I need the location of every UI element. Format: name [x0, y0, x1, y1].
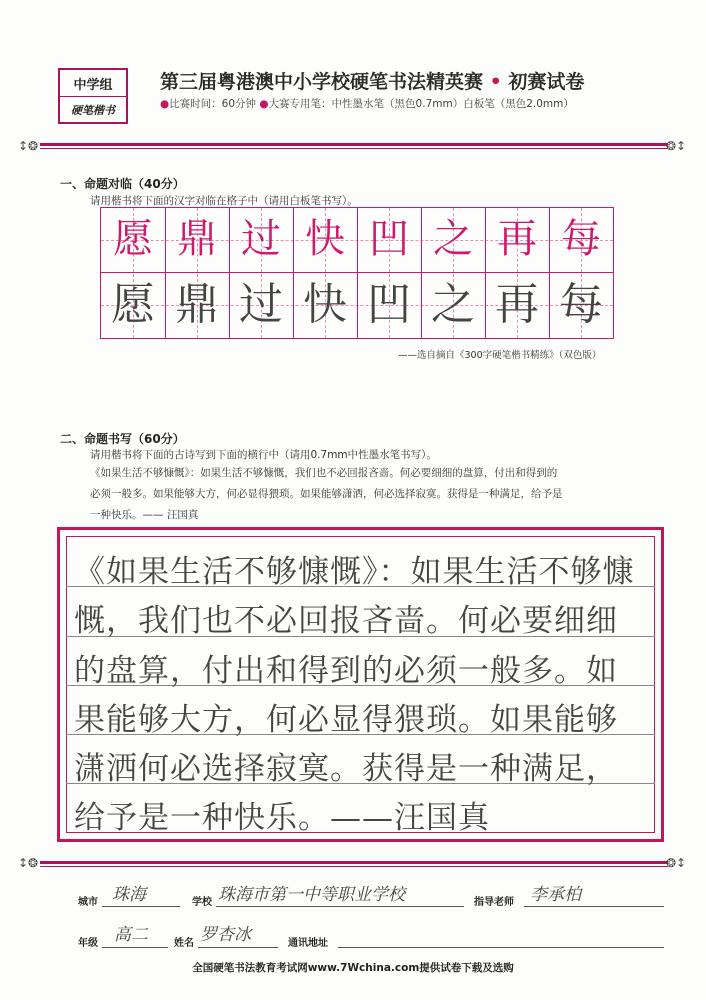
model-char: 再	[497, 216, 537, 262]
grade-label: 年级	[78, 938, 98, 949]
model-char: 快	[305, 216, 345, 262]
section1-instruction: 请用楷书将下面的汉字对临在格子中（请用白板笔书写）。	[90, 195, 358, 207]
exam-title	[160, 67, 584, 94]
grade-underline	[102, 947, 168, 948]
handwritten-char: 凹	[367, 279, 411, 330]
handwritten-char: 每	[559, 279, 603, 330]
scroll-ornament-icon: ❂↕	[666, 856, 687, 870]
badge-group-label: 中学组	[60, 70, 126, 97]
address-underline	[338, 947, 664, 948]
model-char: 愿	[113, 216, 153, 262]
category-badge	[58, 68, 128, 124]
city-value[interactable]: 珠海	[112, 885, 146, 905]
model-char: 之	[433, 216, 473, 262]
bottom-divider	[40, 861, 668, 867]
exam-title-main: 第三届粤港澳中小学校硬笔书法精英赛	[160, 71, 484, 93]
city-label: 城市	[78, 897, 98, 908]
handwritten-char: 愿	[111, 279, 155, 330]
handwritten-line: 给予是一种快乐。——汪国真	[74, 800, 490, 836]
handwritten-char: 再	[495, 279, 539, 330]
section2-instruction: 请用楷书将下面的古诗写到下面的横行中（请用0.7mm中性墨水笔书写）。	[90, 449, 437, 461]
school-underline	[216, 906, 464, 907]
poem-line: 必须一般多。如果能够大方，何必显得猥琐。如果能够潇洒，何必选择寂寞。获得是一种满足，给予是	[90, 488, 563, 500]
poem-text	[90, 463, 665, 526]
scroll-ornament-icon: ❂↕	[666, 139, 687, 153]
handwritten-char: 快	[303, 279, 347, 330]
section1-heading: 一、命题对临（40分）	[60, 177, 185, 191]
poem-line: 《如果生活不够慷慨》：如果生活不够慷慨，我们也不必回报吝啬。何必要细细的盘算，付出和得到的	[90, 467, 558, 479]
section2-heading: 二、命题书写（60分）	[60, 432, 185, 446]
model-char: 过	[241, 216, 281, 262]
copy-grid	[100, 207, 614, 339]
badge-style-label: 硬笔楷书	[71, 104, 115, 117]
handwritten-line: 《如果生活不够慷慨》：如果生活不够慷	[74, 554, 635, 590]
handwritten-line: 慨，我们也不必回报吝啬。何必要细细	[74, 603, 618, 639]
teacher-value[interactable]: 李承柏	[530, 885, 581, 905]
handwritten-line: 的盘算，付出和得到的必须一般多。如	[74, 653, 618, 689]
grade-value[interactable]: 高二	[114, 925, 148, 945]
exam-pens: 大赛专用笔：中性墨水笔（黑色0.7mm）白板笔（黑色2.0mm）	[268, 98, 574, 110]
exam-time: 比赛时间：60分钟	[169, 98, 257, 110]
name-value[interactable]: 罗杏冰	[200, 925, 251, 945]
top-divider	[40, 143, 668, 149]
handwritten-line: 果能够大方，何必显得猥琐。如果能够	[74, 702, 618, 738]
scroll-ornament-icon: ↕❂	[18, 856, 39, 870]
handwritten-char: 之	[431, 279, 475, 330]
handwritten-line: 潇洒何必选择寂寞。获得是一种满足，	[74, 751, 618, 787]
city-underline	[102, 906, 180, 907]
scroll-ornament-icon: ↕❂	[18, 139, 39, 153]
model-char: 鼎	[177, 216, 217, 262]
school-label: 学校	[192, 897, 212, 908]
teacher-underline	[524, 906, 664, 907]
bullet-icon: ●	[259, 98, 269, 110]
address-label: 通讯地址	[288, 938, 328, 949]
title-dot-icon: •	[483, 71, 509, 93]
poem-line: 一种快乐。—— 汪国真	[90, 509, 199, 521]
name-underline	[198, 947, 278, 948]
handwritten-char: 过	[239, 279, 283, 330]
handwritten-char: 鼎	[175, 279, 219, 330]
teacher-label: 指导老师	[474, 897, 514, 908]
exam-subtitle	[160, 96, 574, 111]
model-char: 凹	[369, 216, 409, 262]
model-char: 每	[561, 216, 601, 262]
source-citation: ——选自摘自《300字硬笔楷书精练》（双色版）	[398, 350, 602, 361]
school-value[interactable]: 珠海市第一中等职业学校	[218, 885, 405, 905]
name-label: 姓名	[174, 938, 194, 949]
bullet-icon: ●	[160, 98, 170, 110]
footer-text: 全国硬笔书法教育考试网www.7Wchina.com提供试卷下载及选购	[192, 962, 514, 974]
exam-title-suffix: 初赛试卷	[508, 71, 585, 93]
